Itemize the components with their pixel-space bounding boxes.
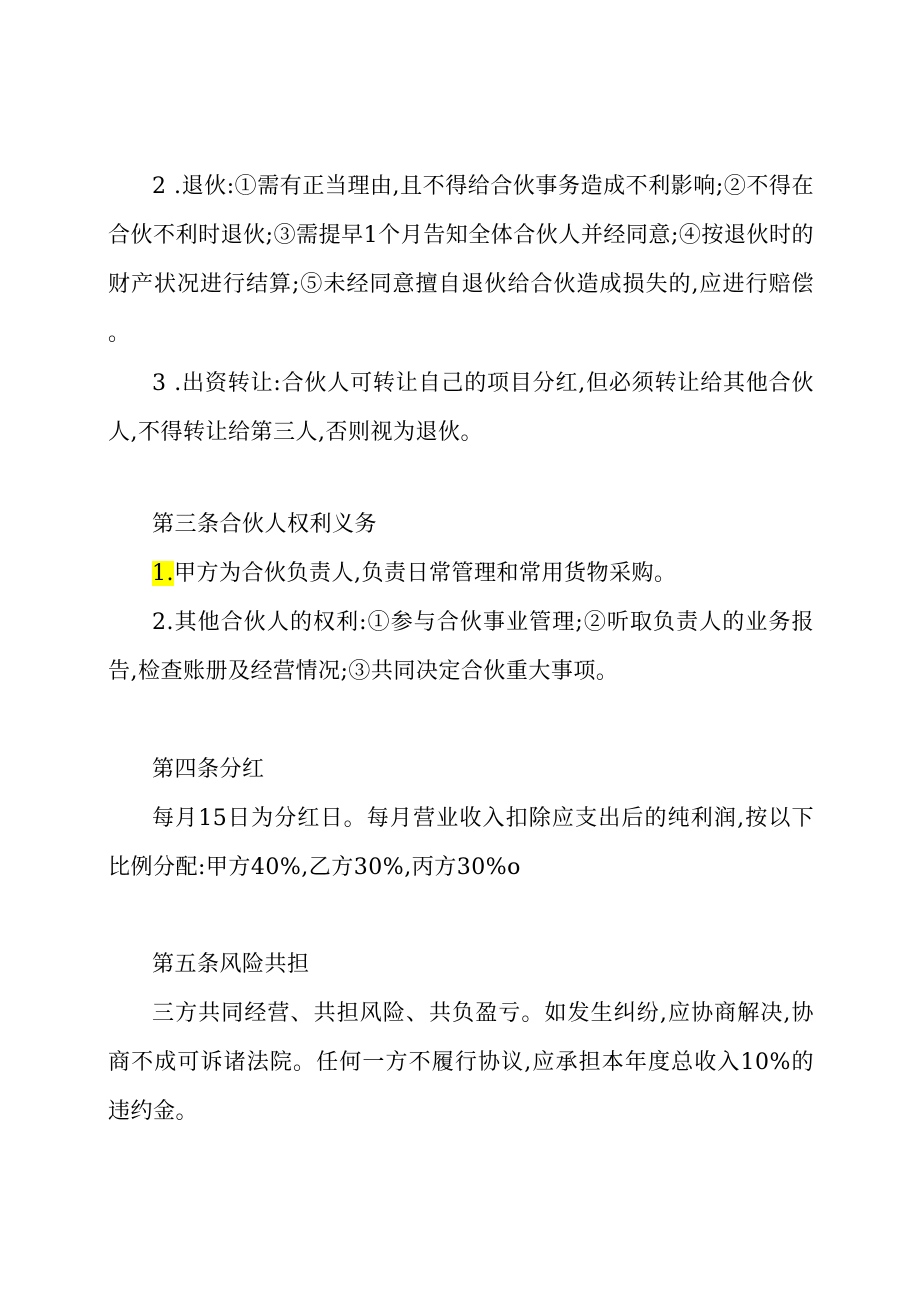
heading-article-3: 第三条合伙人权利义务 xyxy=(152,512,378,537)
highlighted-item-number: 1. xyxy=(152,561,174,586)
paragraph-dividends: 每月15日为分红日。每月营业收入扣除应支出后的纯利润,按以下比例分配:甲方40%,乙方30%,丙方30%o xyxy=(108,806,814,880)
paragraph-capital-transfer: 3 .出资转让:合伙人可转让自己的项目分红,但必须转让给其他合伙人,不得转让给第三人,否则视为退伙。 xyxy=(108,371,814,445)
heading-article-5: 第五条风险共担 xyxy=(152,952,310,977)
paragraph-partner-rights: 2.其他合伙人的权利:①参与合伙事业管理;②听取负责人的业务报告,检查账册及经营情况;③共同决定合伙重大事项。 xyxy=(108,610,814,684)
partner-in-charge-text: 甲方为合伙负责人,负责日常管理和常用货物采购。 xyxy=(174,561,677,586)
heading-article-4: 第四条分红 xyxy=(152,757,265,782)
paragraph-partner-in-charge xyxy=(152,549,677,598)
paragraph-risk-sharing: 三方共同经营、共担风险、共负盈亏。如发生纠纷,应协商解决,协商不成可诉诸法院。任何一方不履行协议,应承担本年度总收入10%的违约金。 xyxy=(108,1001,814,1124)
paragraph-withdrawal: 2 .退伙:①需有正当理由,且不得给合伙事务造成不利影响;②不得在合伙不利时退伙;③需提早1个月告知全体合伙人并经同意;④按退伙时的财产状况进行结算;⑤未经同意擅自退伙给合伙造成损失的,应进行赔偿。 xyxy=(108,174,814,346)
